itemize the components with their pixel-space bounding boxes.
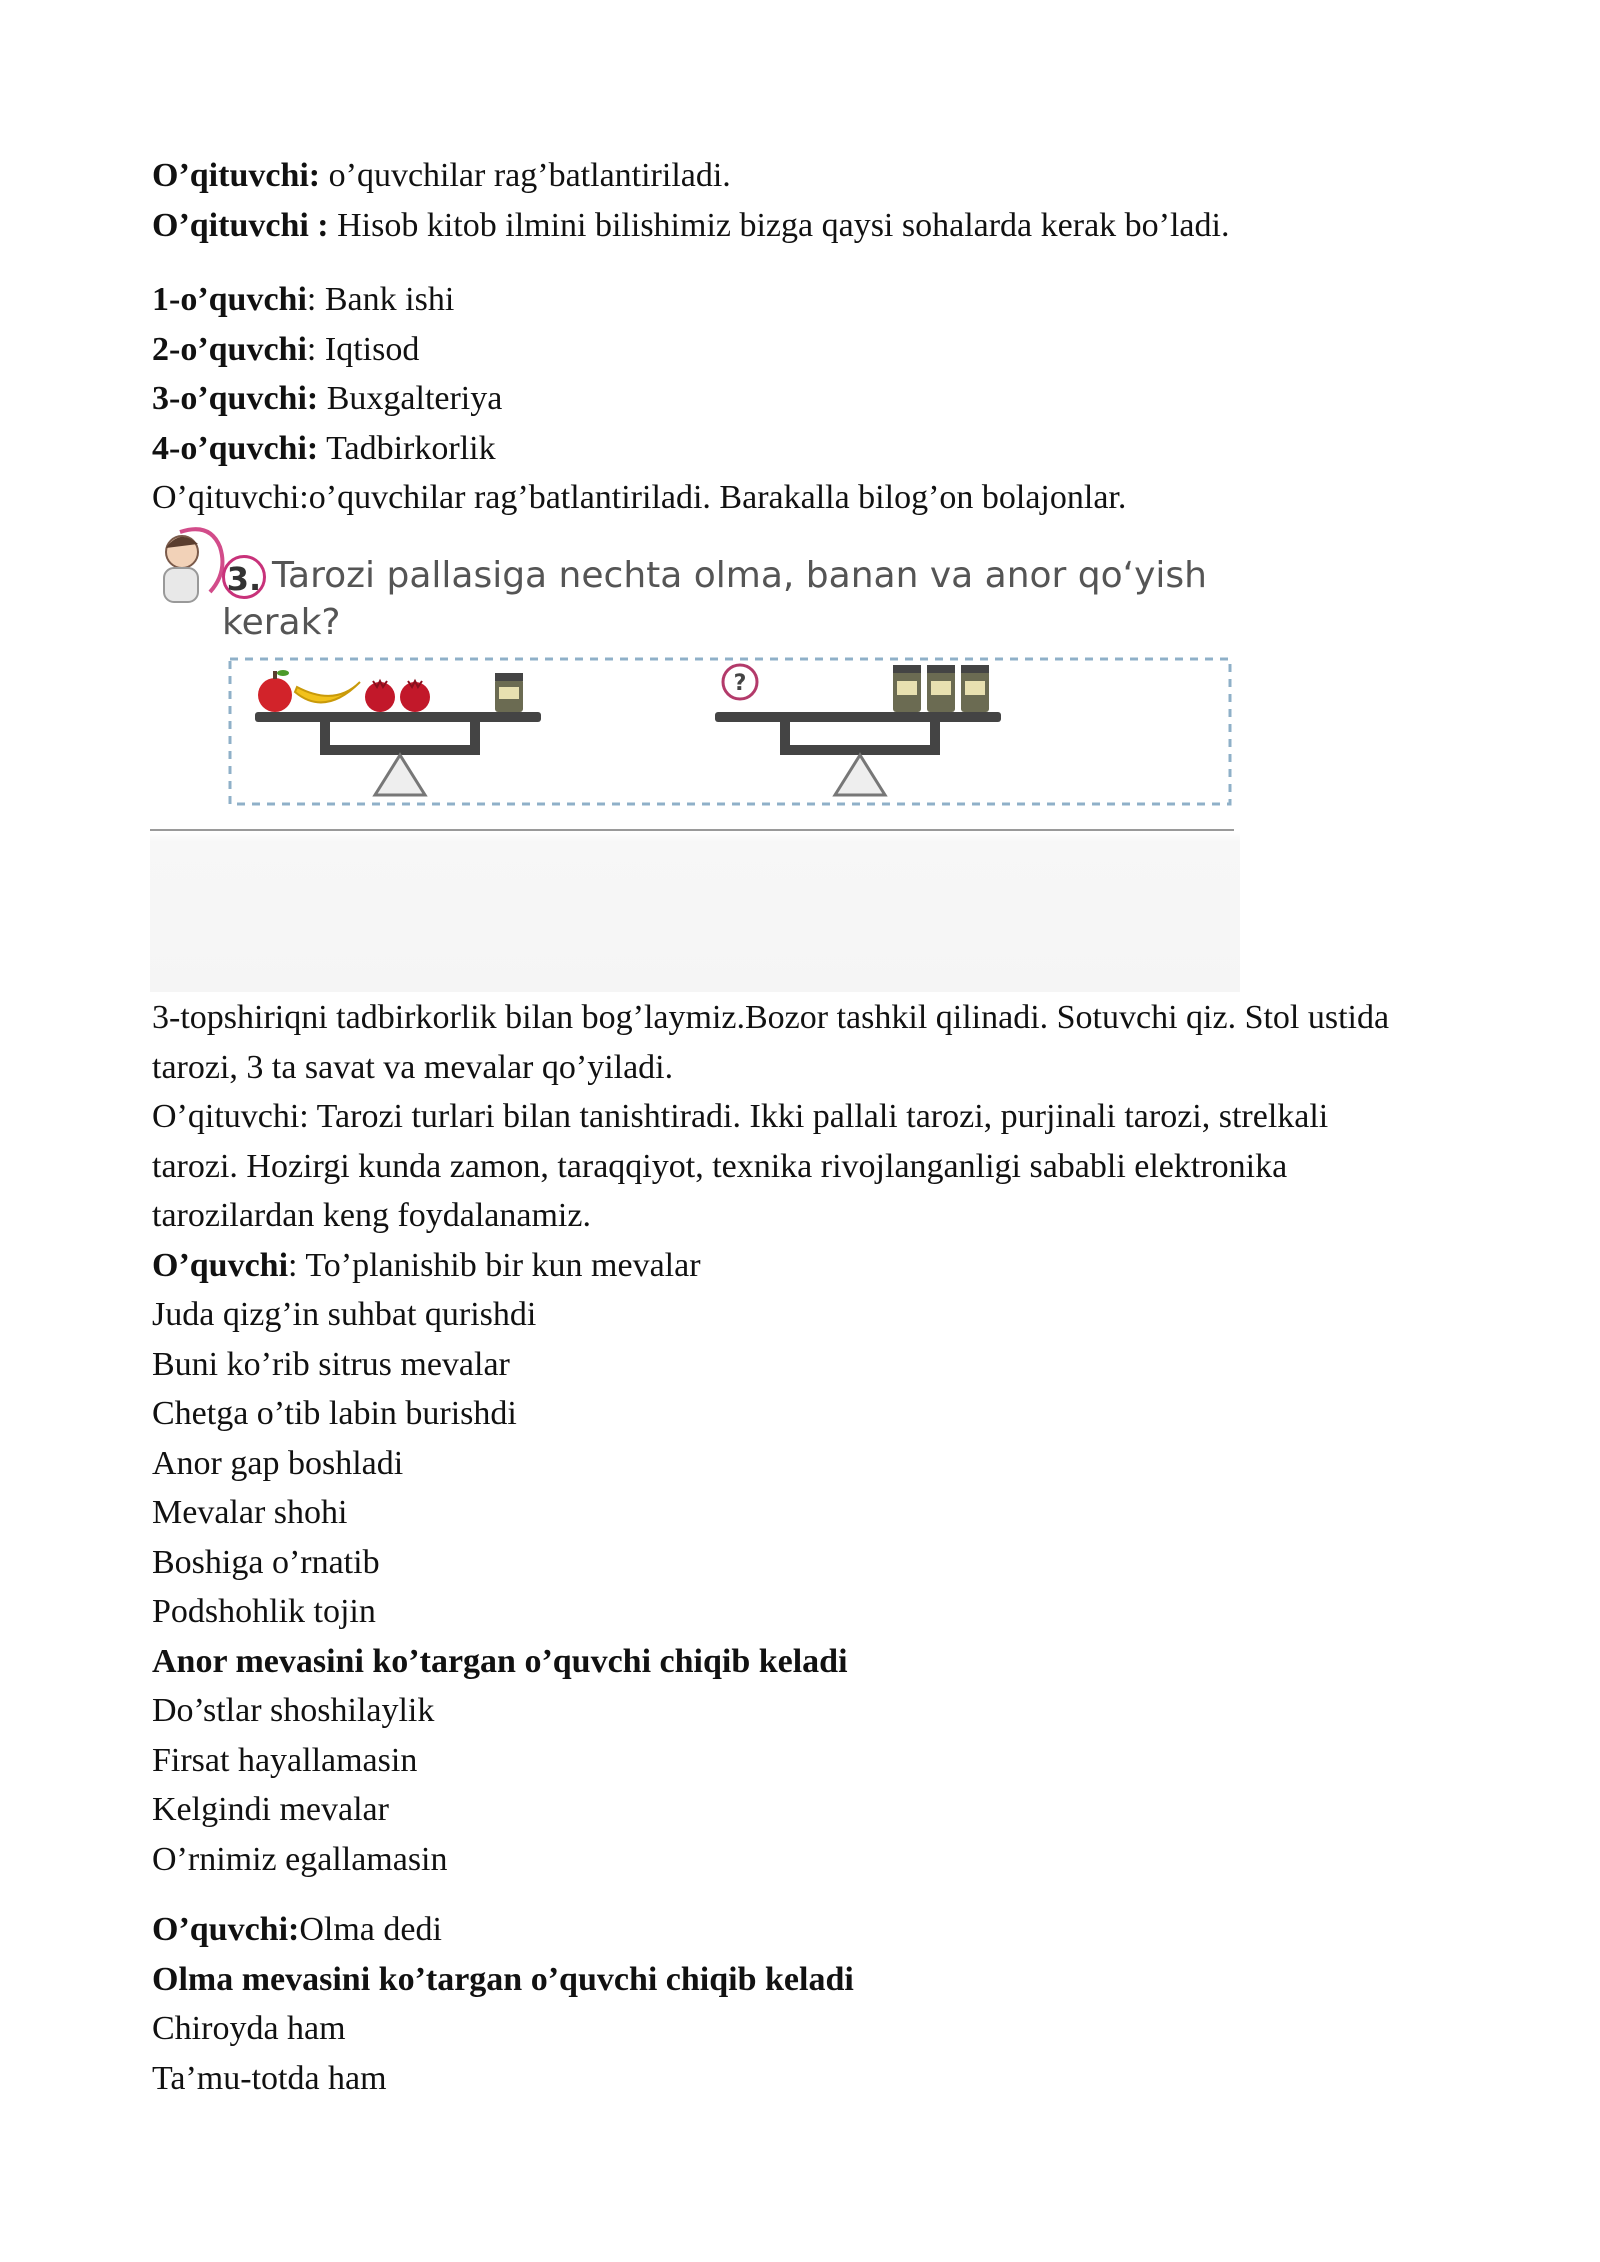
left-scale [255,670,541,795]
poem-line: Boshiga o’rnatib [152,1543,380,1581]
poem-line: Firsat hayallamasin [152,1741,418,1779]
speaker-label: 3-o’quvchi: [152,380,319,417]
closing-block [152,1905,1452,2103]
apple-icon [258,670,292,712]
heading-olma [152,1955,1452,2005]
divider-line [150,829,1234,831]
poem-line: Kelgindi mevalar [152,1791,389,1828]
answers-block [152,275,1452,523]
poem-line: Do’stlar shoshilaylik [152,1692,435,1729]
line-text: Buxgalteriya [318,380,503,417]
speaker-label: 1-o’quvchi [152,281,307,318]
line-text: Olma dedi [299,1911,442,1948]
pupil-line [152,1241,1452,1291]
answer-line-2 [152,325,1452,375]
poem-line: Chetga o’tib labin burishdi [152,1395,517,1432]
line-text: : Bank ishi [306,281,455,318]
weight-jar-icon [893,665,921,712]
poem-line: Chiroyda ham [152,2010,346,2047]
poem-line: Anor gap boshladi [152,1444,404,1482]
speaker-label: 2-o’quvchi [152,330,307,368]
weight-jar-icon [961,665,989,712]
teacher-line-2 [152,201,1452,251]
heading-text: Olma mevasini ko’targan o’quvchi chiqib keladi [152,1960,854,1998]
task-title-line1: Tarozi pallasiga nechta olma, banan va anor qo‘yish [272,555,1207,596]
heading-anor [152,1637,1452,1687]
answer-line-1 [152,275,1452,325]
praise-line: O’qituvchi:o’quvchilar rag’batlantiriladi. Barakalla bilog’on bolajonlar. [152,479,1127,516]
heading-text: Anor mevasini ko’targan o’quvchi chiqib keladi [152,1642,848,1680]
poem-line: Mevalar shohi [152,1494,348,1531]
speaker-label: O’quvchi [152,1246,289,1284]
body-block [152,993,1452,1884]
scales-picture [220,657,1240,837]
line-text: Hisob kitob ilmini bilishimiz bizga qaysi sohalarda kerak bo’ladi. [328,206,1230,244]
speaker-label: O’qituvchi : [152,206,329,244]
line-text: o’quvchilar rag’batlantiriladi. [320,157,731,194]
poem-line: Podshohlik tojin [152,1593,376,1630]
line-text: : To’planishib bir kun mevalar [288,1246,701,1284]
poem-line: O’rnimiz egallamasin [152,1840,448,1878]
pomegranate-icon [365,681,395,712]
intro-block [152,151,1452,250]
speaker-label: O’quvchi: [152,1911,300,1948]
banana-icon [295,682,360,702]
poem-line: Buni ko’rib sitrus mevalar [152,1345,510,1383]
textbook-illustration [150,522,1240,992]
task-number-badge: 3. [222,555,266,599]
question-mark-text: ? [733,671,747,696]
right-scale [715,665,1001,795]
task-title [222,552,1207,600]
paragraph-scales-types: O’qituvchi: Tarozi turlari bilan tanishtiradi. Ikki pallali tarozi, purjinali tarozi, strelkali tarozi. Hozirgi kunda zamon, taraqqiyot, texnika rivojlanganligi sababli elektronika tarozilardan keng foydalanamiz. [152,1098,1329,1234]
answer-line-3 [152,374,1452,424]
poem-line: Juda qizg’in suhbat qurishdi [152,1296,537,1333]
paragraph-market: 3-topshiriqni tadbirkorlik bilan bog’laymiz.Bozor tashkil qilinadi. Sotuvchi qiz. Stol ustida tarozi, 3 ta savat va mevalar qo’yiladi. [152,999,1390,1086]
speaker-label: 4-o’quvchi: [152,429,319,467]
poem-line: Ta’mu-totda ham [152,2059,387,2097]
boy-avatar-icon [150,522,230,612]
teacher-line-1 [152,151,1452,201]
speaker-label: O’qituvchi: [152,157,321,194]
pupil-line-2 [152,1905,1452,1955]
weight-jar-icon [927,665,955,712]
task-title-line2: kerak? [222,602,341,643]
answer-line-4 [152,424,1452,474]
weight-jar-icon [495,673,523,712]
line-text: Tadbirkorlik [318,429,496,467]
line-text: : Iqtisod [306,330,420,368]
pomegranate-icon [400,681,430,712]
